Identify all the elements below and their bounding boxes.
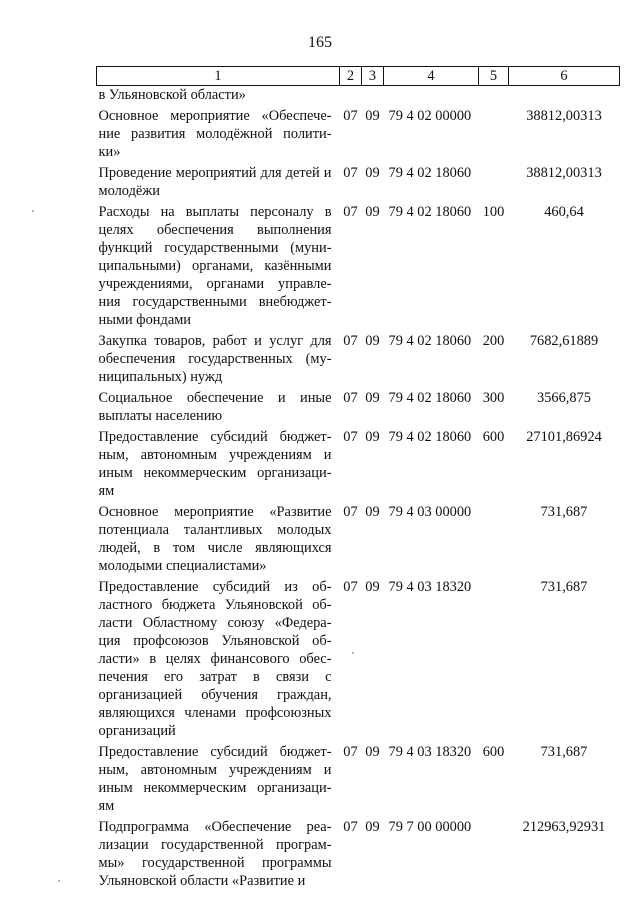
row-description: Предоставление субсидий бюджет-ным, автономным учреждениям и иным некоммерческим организаци-ям [98, 744, 332, 814]
table-row [97, 818, 620, 893]
row-section: 07 [343, 579, 358, 595]
row-expense-type: 600 [482, 429, 505, 445]
row-description: Подпрограмма «Обеспечение реа-лизации государственной програм-мы» государственной программы Ульяновской области «Развитие и [98, 819, 332, 889]
row-subsection: 09 [365, 333, 380, 349]
row-subsection: 09 [365, 579, 380, 595]
row-section: 07 [343, 744, 358, 760]
row-expense-type [479, 107, 509, 164]
row-amount: 7682,61889 [529, 333, 599, 349]
row-expense-type [479, 86, 509, 108]
row-description: в Ульяновской области» [98, 87, 246, 103]
row-expense-type: 600 [482, 744, 505, 760]
row-amount: 460,64 [544, 204, 584, 220]
row-amount: 212963,92931 [522, 819, 606, 835]
row-amount: 731,687 [540, 579, 588, 595]
row-description: Социальное обеспечение и иные выплаты населению [98, 390, 332, 424]
table-body [97, 86, 620, 894]
table-row [97, 203, 620, 332]
row-amount: 3566,875 [537, 390, 591, 406]
header-col-1: 1 [97, 67, 340, 86]
row-target-code: 79 4 02 18060 [388, 165, 472, 181]
row-amount: 731,687 [540, 744, 588, 760]
table-row [97, 164, 620, 203]
table-row [97, 428, 620, 503]
row-section: 07 [343, 165, 358, 181]
header-col-2: 2 [340, 67, 362, 86]
table-row [97, 578, 620, 743]
row-target-code: 79 4 02 00000 [388, 108, 472, 124]
row-description: Основное мероприятие «Развитие потенциала талантливых молодых людей, в том числе являющихся молодыми специалистами» [98, 504, 332, 574]
scan-speck [352, 652, 354, 654]
row-amount: 731,687 [540, 504, 588, 520]
row-subsection: 09 [365, 504, 380, 520]
row-expense-type [479, 503, 509, 578]
row-description: Проведение мероприятий для детей и молодёжи [98, 165, 332, 199]
row-target-code: 79 4 03 18320 [388, 579, 472, 595]
table-row [97, 743, 620, 818]
budget-table [96, 66, 620, 893]
row-subsection: 09 [365, 744, 380, 760]
row-expense-type [479, 578, 509, 743]
row-section: 07 [343, 204, 358, 220]
scan-speck [32, 210, 34, 212]
row-subsection: 09 [365, 429, 380, 445]
row-section: 07 [343, 429, 358, 445]
row-description: Закупка товаров, работ и услуг для обеспечения государственных (му-ниципальных) нужд [98, 333, 332, 385]
row-section: 07 [343, 333, 358, 349]
row-target-code: 79 4 02 18060 [388, 390, 472, 406]
row-section: 07 [343, 390, 358, 406]
row-section [340, 86, 362, 108]
row-amount: 38812,00313 [526, 165, 602, 181]
row-target-code: 79 4 03 18320 [388, 744, 472, 760]
row-description: Расходы на выплаты персоналу в целях обеспечения выполнения функций государственными (муни-ципальными) органами, казёнными учреждениями, органами управле-ния государственными внебюджет-ными фондами [98, 204, 332, 328]
row-target-code: 79 4 03 00000 [388, 504, 472, 520]
row-amount [509, 86, 620, 108]
row-expense-type: 200 [482, 333, 505, 349]
header-col-4: 4 [384, 67, 479, 86]
row-description: Предоставление субсидий бюджет-ным, автономным учреждениям и иным некоммерческим организаци-ям [98, 429, 332, 499]
header-col-6: 6 [509, 67, 620, 86]
row-subsection [362, 86, 384, 108]
row-subsection: 09 [365, 390, 380, 406]
header-row [97, 67, 620, 86]
row-expense-type [479, 818, 509, 893]
row-subsection: 09 [365, 165, 380, 181]
row-section: 07 [343, 819, 358, 835]
table-row [97, 86, 620, 108]
table-row [97, 332, 620, 389]
row-description: Предоставление субсидий из об-ластного бюджета Ульяновской об-ласти Областному союзу «Федера-ция профсоюзов Ульяновской об-ласти» в целях финансового обес-печения его затрат в связи с организацией обучения граждан, являющихся членами профсоюзных организаций [98, 579, 332, 739]
header-col-3: 3 [362, 67, 384, 86]
row-target-code: 79 4 02 18060 [388, 429, 472, 445]
row-amount: 38812,00313 [526, 108, 602, 124]
row-target-code: 79 7 00 00000 [388, 819, 472, 835]
row-target-code [384, 86, 479, 108]
scan-speck [58, 880, 60, 882]
row-subsection: 09 [365, 108, 380, 124]
row-expense-type: 100 [482, 204, 505, 220]
row-subsection: 09 [365, 204, 380, 220]
row-amount: 27101,86924 [526, 429, 602, 445]
table-header [97, 67, 620, 86]
header-col-5: 5 [479, 67, 509, 86]
row-section: 07 [343, 108, 358, 124]
row-expense-type [479, 164, 509, 203]
row-target-code: 79 4 02 18060 [388, 204, 472, 220]
row-target-code: 79 4 02 18060 [388, 333, 472, 349]
row-subsection: 09 [365, 819, 380, 835]
row-expense-type: 300 [482, 390, 505, 406]
page-number: 165 [308, 34, 332, 51]
row-section: 07 [343, 504, 358, 520]
table-row [97, 503, 620, 578]
row-description: Основное мероприятие «Обеспече-ние развития молодёжной полити-ки» [98, 108, 332, 160]
table-row [97, 107, 620, 164]
table-row [97, 389, 620, 428]
